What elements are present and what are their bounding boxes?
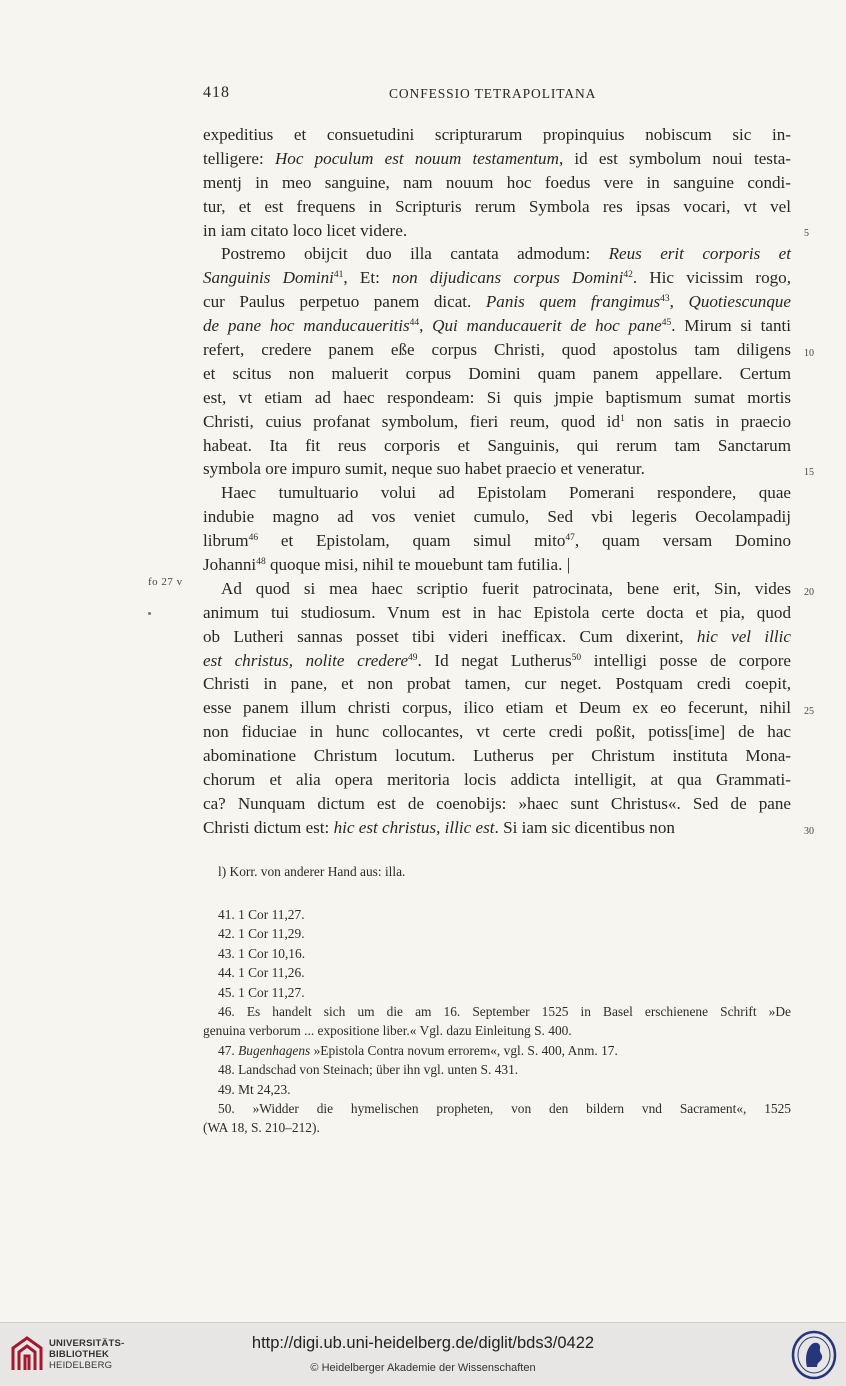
text-line: animum tui studiosum. Vnum est in hac Epistola certe docta et pia, quod (203, 602, 791, 622)
text-line: expeditius et consuetudini scripturarum propinquius nobiscum sic in- (203, 125, 791, 144)
text-line: cur Paulus perpetuo panem dicat. Panis quem frangimus$^{43}$, Quotiescunque (203, 292, 792, 312)
textual-apparatus-note: l) Korr. von anderer Hand aus: illa. (218, 864, 406, 879)
line-number: 30 (804, 826, 814, 837)
footnote: 48. Landschad von Steinach; über ihn vgl. unten S. 431. (218, 1062, 519, 1078)
text-line: est, vt etiam ad haec respondeam: Si quis jmpie baptismum sumat mortis (203, 387, 791, 407)
copyright-notice: © Heidelberger Akademie der Wissenschaften (310, 1362, 536, 1374)
page-number: 418 (203, 84, 230, 101)
viewer-footer (0, 1322, 846, 1386)
folio-marginal-note: fo 27 v (148, 576, 183, 588)
text-line: telligere: Hoc poculum est nouum testamentum, id est symbolum noui testa- (203, 148, 791, 168)
footnote: 45. 1 Cor 11,27. (218, 984, 305, 1000)
line-number: 5 (804, 228, 809, 239)
text-line: in iam citato loco licet videre. (203, 220, 408, 240)
text-line: ob Lutheri sannas posset tibi videri inefficax. Cum dixerint, hic vel illic (203, 626, 791, 646)
text-line: abominatione Christum locutum. Lutherus per Christum instituta Mona- (203, 746, 791, 766)
text-line: Haec tumultuario volui ad Epistolam Pomerani respondere, quae (221, 483, 791, 503)
main-text (203, 123, 791, 840)
footnote: 50. »Widder die hymelischen propheten, von den bildern vnd Sacrament«, 1525 (218, 1101, 791, 1117)
text-line: indubie magno ad vos veniet cumulo, Sed vbi legeris Oecolampadij (203, 507, 791, 527)
text-line: Sanguinis Domini$^{41}$, Et: non dijudicans corpus Domini$^{42}$. Hic vicissim rogo, (203, 268, 791, 288)
line-number: 15 (804, 467, 814, 478)
text-line: mentj in meo sanguine, nam nouum hoc foedus vere in sanguine condi- (203, 172, 791, 192)
footnote: 46. Es handelt sich um die am 16. September 1525 in Basel erschienene Schrift »De (218, 1004, 791, 1020)
text-line: Christi dictum est: hic est christus, illic est. Si iam sic dicentibus non (203, 817, 675, 837)
text-line: Ad quod si mea haec scriptio fuerit patrocinata, bene erit, Sin, vides (221, 578, 791, 598)
text-line: Christi in pane, et non probat tamen, cur neget. Postquam credi coepit, (203, 674, 791, 694)
text-line: ca? Nunquam dictum est de coenobijs: »haec sunt Christus«. Sed de pane (203, 793, 791, 813)
footnote: (WA 18, S. 210–212). (203, 1120, 320, 1136)
text-line: Johanni$^{48}$ quoque misi, nihil te mouebunt tam futilia. | (203, 555, 571, 575)
academy-seal-icon[interactable] (790, 1329, 838, 1381)
permalink[interactable]: http://digi.ub.uni-heidelberg.de/diglit/bds3/0422 (251, 1334, 595, 1352)
text-line: librum$^{46}$ et Epistolam, quam simul mito$^{47}$, quam versam Domino (203, 531, 791, 551)
text-line: chorum et alia opera meritoria locis addicta intelligit, at qua Grammati- (203, 770, 791, 790)
footnote: 41. 1 Cor 11,27. (218, 907, 305, 922)
running-title: CONFESSIO TETRAPOLITANA (389, 86, 597, 101)
footnote: 43. 1 Cor 10,16. (218, 945, 306, 961)
text-line: refert, credere panem eße corpus Christi, quod apostolus tam diligens (203, 340, 791, 360)
text-line: symbola ore impuro sumit, neque suo habet praecio et veneratur. (203, 459, 645, 479)
text-line: Postremo obijcit duo illa cantata admodum: Reus erit corporis et (221, 244, 791, 264)
text-line: Christi, cuius profanat symbolum, fieri reum, quod $id^1$ non satis in praecio (203, 411, 791, 431)
ink-speck (148, 612, 151, 615)
footnote: 47. Bugenhagens »Epistola Contra novum errorem«, vgl. S. 400, Anm. 17. (218, 1042, 618, 1058)
text-line: esse panem illum christi corpus, ilico etiam et Deum ex eo fecerunt, nihil (203, 698, 791, 718)
footnote: 44. 1 Cor 11,26. (218, 965, 305, 981)
footnote: 49. Mt 24,23. (218, 1081, 291, 1097)
line-number: 20 (804, 587, 814, 598)
line-number: 25 (804, 706, 814, 717)
line-number: 10 (804, 348, 814, 359)
text-line: tur, et est frequens in Scripturis rerum Symbola res ipsas vocari, vt vel (203, 196, 791, 216)
text-line: et scitus non maluerit corpus Domini quam panem appellare. Certum (203, 363, 791, 383)
library-name: UNIVERSITÄTS- BIBLIOTHEK HEIDELBERG (49, 1338, 125, 1371)
text-line: est christus, nolite credere$^{49}$. Id negat Lutherus$^{50}$ intelligi posse de corpore (203, 650, 791, 670)
footnote: 42. 1 Cor 11,29. (218, 926, 305, 942)
footnote: genuina verborum ... expositione liber.« Vgl. dazu Einleitung S. 400. (203, 1023, 572, 1039)
footnotes (203, 905, 791, 1138)
text-line: de pane hoc manducaueritis$^{44}$, Qui manducauerit de hoc pane$^{45}$. Mirum si tanti (203, 316, 791, 336)
text-line: habeat. Ita fit reus corporis et Sanguinis, qui rerum tam Sanctarum (203, 435, 791, 455)
text-line: non fiduciae in hunc collocantes, vt certe credi poßit, potiss[ime] de hac (203, 722, 791, 742)
